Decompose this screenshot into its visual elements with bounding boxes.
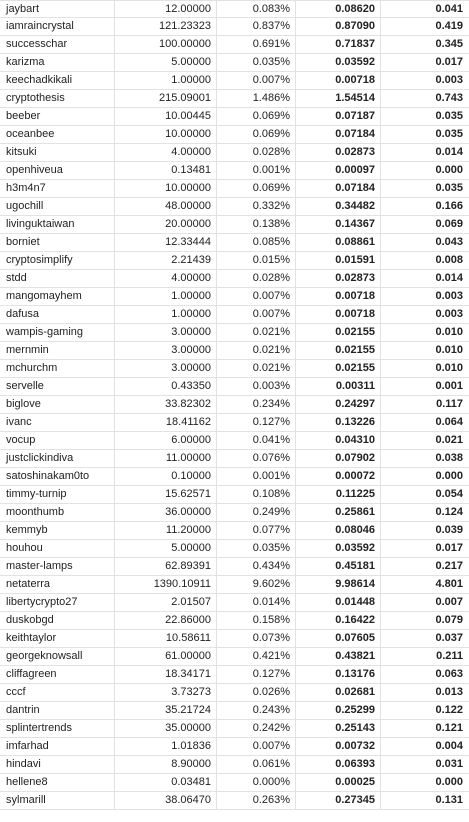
percent-cell[interactable]: 0.035% — [217, 540, 296, 557]
username-cell[interactable]: mangomayhem — [0, 288, 115, 305]
share-cell[interactable]: 0.08861 — [296, 234, 381, 251]
percent-cell[interactable]: 1.486% — [217, 90, 296, 107]
username-cell[interactable]: dantrin — [0, 702, 115, 719]
payout-cell[interactable]: 0.013 — [435, 686, 463, 698]
payout-cell[interactable]: 0.003 — [435, 74, 463, 86]
table-row — [0, 450, 469, 468]
percent-cell[interactable]: 0.242% — [217, 720, 296, 737]
amount-cell[interactable]: 61.00000 — [115, 648, 217, 665]
share-cell[interactable]: 0.24297 — [296, 396, 381, 413]
payout-cell[interactable]: 0.003 — [435, 308, 463, 320]
share-cell[interactable]: 0.02873 — [296, 270, 381, 287]
username-cell[interactable]: splintertrends — [0, 720, 115, 737]
percent-cell[interactable]: 0.007% — [217, 72, 296, 89]
username-cell[interactable]: successchar — [0, 36, 115, 53]
payout-cell[interactable]: 0.017 — [435, 56, 463, 68]
username-cell[interactable]: ivanc — [0, 414, 115, 431]
amount-cell[interactable]: 0.10000 — [115, 468, 217, 485]
share-cell[interactable]: 0.14367 — [296, 216, 381, 233]
percent-cell[interactable]: 0.035% — [217, 54, 296, 71]
payout-cell[interactable]: 0.217 — [435, 560, 463, 572]
amount-cell[interactable]: 12.00000 — [115, 1, 217, 18]
username-cell[interactable]: mernmin — [0, 342, 115, 359]
payout-cell[interactable]: 0.211 — [436, 650, 463, 662]
amount-cell[interactable]: 1.01836 — [115, 738, 217, 755]
amount-cell[interactable]: 6.00000 — [115, 432, 217, 449]
payout-cell[interactable]: 0.037 — [435, 632, 463, 644]
table-row — [0, 612, 469, 630]
payout-cell[interactable]: 0.124 — [435, 506, 463, 518]
payout-cell[interactable]: 0.121 — [435, 722, 463, 734]
percent-cell[interactable]: 0.127% — [217, 666, 296, 683]
percent-cell[interactable]: 0.073% — [217, 630, 296, 647]
table-row — [0, 666, 469, 684]
username-cell[interactable]: kemmyb — [0, 522, 115, 539]
payout-cell[interactable]: 0.008 — [435, 254, 463, 266]
username-cell[interactable]: livinguktaiwan — [0, 216, 115, 233]
username-cell[interactable]: mchurchm — [0, 360, 115, 377]
percent-cell[interactable]: 0.007% — [217, 306, 296, 323]
share-cell[interactable]: 0.03592 — [296, 54, 381, 71]
percent-cell[interactable]: 0.026% — [217, 684, 296, 701]
payout-cell[interactable]: 0.131 — [435, 794, 463, 806]
share-cell[interactable]: 0.25861 — [296, 504, 381, 521]
table-row — [0, 324, 469, 342]
username-cell[interactable]: keithtaylor — [0, 630, 115, 647]
amount-cell[interactable]: 1.00000 — [115, 72, 217, 89]
amount-cell[interactable]: 3.00000 — [115, 324, 217, 341]
share-cell[interactable]: 1.54514 — [296, 90, 381, 107]
table-row — [0, 774, 469, 792]
username-cell[interactable]: moonthumb — [0, 504, 115, 521]
percent-cell[interactable]: 0.041% — [217, 432, 296, 449]
amount-cell[interactable]: 12.33444 — [115, 234, 217, 251]
amount-cell[interactable]: 11.00000 — [115, 450, 217, 467]
share-cell[interactable]: 0.27345 — [296, 792, 381, 809]
username-cell[interactable]: imfarhad — [0, 738, 115, 755]
username-cell[interactable]: iamraincrystal — [0, 18, 115, 35]
share-cell[interactable]: 0.01448 — [296, 594, 381, 611]
username-cell[interactable]: ugochill — [0, 198, 115, 215]
username-cell[interactable]: dafusa — [0, 306, 115, 323]
percent-cell[interactable]: 0.069% — [217, 126, 296, 143]
amount-cell[interactable]: 215.09001 — [115, 90, 217, 107]
username-cell[interactable]: master-lamps — [0, 558, 115, 575]
table-row — [0, 504, 469, 522]
percent-cell[interactable]: 0.021% — [217, 360, 296, 377]
share-cell[interactable]: 0.00718 — [296, 72, 381, 89]
share-cell[interactable]: 0.43821 — [296, 648, 381, 665]
amount-cell[interactable]: 18.34171 — [115, 666, 217, 683]
username-cell[interactable]: libertycrypto27 — [0, 594, 115, 611]
table-row — [0, 576, 469, 594]
payout-cell[interactable]: 0.038 — [435, 452, 463, 464]
payout-cell[interactable]: 0.743 — [435, 92, 463, 104]
share-cell[interactable]: 0.02681 — [296, 684, 381, 701]
share-cell[interactable]: 0.25299 — [296, 702, 381, 719]
percent-cell[interactable]: 0.837% — [217, 18, 296, 35]
payout-cell[interactable]: 0.122 — [435, 704, 463, 716]
table-row — [0, 648, 469, 666]
percent-cell[interactable]: 0.028% — [217, 270, 296, 287]
table-row — [0, 702, 469, 720]
payout-cell[interactable]: 0.001 — [435, 380, 463, 392]
username-cell[interactable]: cryptothesis — [0, 90, 115, 107]
percent-cell[interactable]: 0.691% — [217, 36, 296, 53]
username-cell[interactable]: borniet — [0, 234, 115, 251]
percent-cell[interactable]: 0.001% — [217, 162, 296, 179]
amount-cell[interactable]: 22.86000 — [115, 612, 217, 629]
share-cell[interactable]: 0.13176 — [296, 666, 381, 683]
table-row — [0, 378, 469, 396]
username-cell[interactable]: servelle — [0, 378, 115, 395]
share-cell[interactable]: 0.13226 — [296, 414, 381, 431]
payout-cell[interactable]: 0.063 — [435, 668, 463, 680]
table-row — [0, 108, 469, 126]
table-row — [0, 342, 469, 360]
payout-cell[interactable]: 0.000 — [435, 776, 463, 788]
amount-cell[interactable]: 0.03481 — [115, 774, 217, 791]
percent-cell[interactable]: 0.001% — [217, 468, 296, 485]
payout-cell[interactable]: 0.031 — [435, 758, 463, 770]
username-cell[interactable]: keechadkikali — [0, 72, 115, 89]
amount-cell[interactable]: 3.73273 — [115, 684, 217, 701]
table-row — [0, 216, 469, 234]
username-cell[interactable]: duskobgd — [0, 612, 115, 629]
share-cell[interactable]: 0.00025 — [296, 774, 381, 791]
table-row — [0, 558, 469, 576]
percent-cell[interactable]: 0.158% — [217, 612, 296, 629]
percent-cell[interactable]: 0.077% — [217, 522, 296, 539]
amount-cell[interactable]: 33.82302 — [115, 396, 217, 413]
username-cell[interactable]: biglove — [0, 396, 115, 413]
percent-cell[interactable]: 9.602% — [217, 576, 296, 593]
username-cell[interactable]: jaybart — [0, 1, 115, 18]
table-row — [0, 72, 469, 90]
payout-cell[interactable]: 0.010 — [435, 326, 463, 338]
username-cell[interactable]: vocup — [0, 432, 115, 449]
payout-cell[interactable]: 0.041 — [435, 3, 463, 15]
share-cell[interactable]: 0.08046 — [296, 522, 381, 539]
percent-cell[interactable]: 0.108% — [217, 486, 296, 503]
username-cell[interactable]: netaterra — [0, 576, 115, 593]
table-row — [0, 180, 469, 198]
share-cell[interactable]: 0.45181 — [296, 558, 381, 575]
table-row — [0, 360, 469, 378]
payout-cell[interactable]: 0.079 — [435, 614, 463, 626]
percent-cell[interactable]: 0.003% — [217, 378, 296, 395]
table-row — [0, 126, 469, 144]
share-cell[interactable]: 0.02155 — [296, 342, 381, 359]
username-cell[interactable]: karizma — [0, 54, 115, 71]
payout-cell[interactable]: 0.064 — [435, 416, 463, 428]
table-row — [0, 486, 469, 504]
percent-cell[interactable]: 0.421% — [217, 648, 296, 665]
username-cell[interactable]: cliffagreen — [0, 666, 115, 683]
percent-cell[interactable]: 0.263% — [217, 792, 296, 809]
payout-cell[interactable]: 0.043 — [435, 236, 463, 248]
share-cell[interactable]: 0.08620 — [296, 1, 381, 18]
username-cell[interactable]: justclickindiva — [0, 450, 115, 467]
share-cell[interactable]: 0.34482 — [296, 198, 381, 215]
percent-cell[interactable]: 0.085% — [217, 234, 296, 251]
percent-cell[interactable]: 0.069% — [217, 108, 296, 125]
table-row — [0, 468, 469, 486]
share-cell[interactable]: 0.11225 — [296, 486, 381, 503]
share-cell[interactable]: 0.25143 — [296, 720, 381, 737]
username-cell[interactable]: wampis-gaming — [0, 324, 115, 341]
table-row — [0, 630, 469, 648]
payout-cell[interactable]: 0.117 — [436, 398, 463, 410]
share-cell[interactable]: 0.03592 — [296, 540, 381, 557]
amount-cell[interactable]: 38.06470 — [115, 792, 217, 809]
amount-cell[interactable]: 10.58611 — [115, 630, 217, 647]
percent-cell[interactable]: 0.007% — [217, 738, 296, 755]
share-cell[interactable]: 0.02873 — [296, 144, 381, 161]
table-row — [0, 414, 469, 432]
share-cell[interactable]: 9.98614 — [296, 576, 381, 593]
table-row — [0, 306, 469, 324]
share-cell[interactable]: 0.87090 — [296, 18, 381, 35]
share-cell[interactable]: 0.02155 — [296, 360, 381, 377]
share-cell[interactable]: 0.07184 — [296, 126, 381, 143]
payout-cell[interactable]: 0.003 — [435, 290, 463, 302]
username-cell[interactable]: timmy-turnip — [0, 486, 115, 503]
amount-cell[interactable]: 2.01507 — [115, 594, 217, 611]
username-cell[interactable]: houhou — [0, 540, 115, 557]
percent-cell[interactable]: 0.015% — [217, 252, 296, 269]
payout-cell[interactable]: 0.004 — [435, 740, 463, 752]
payout-cell[interactable]: 0.000 — [435, 164, 463, 176]
table-row — [0, 36, 469, 54]
payout-cell[interactable]: 0.166 — [435, 200, 463, 212]
share-cell[interactable]: 0.00097 — [296, 162, 381, 179]
share-cell[interactable]: 0.06393 — [296, 756, 381, 773]
share-cell[interactable]: 0.16422 — [296, 612, 381, 629]
percent-cell[interactable]: 0.069% — [217, 180, 296, 197]
percent-cell[interactable]: 0.234% — [217, 396, 296, 413]
username-cell[interactable]: hindavi — [0, 756, 115, 773]
table-row — [0, 396, 469, 414]
amount-cell[interactable]: 20.00000 — [115, 216, 217, 233]
amount-cell[interactable]: 4.00000 — [115, 270, 217, 287]
amount-cell[interactable]: 0.43350 — [115, 378, 217, 395]
table-row — [0, 522, 469, 540]
percent-cell[interactable]: 0.000% — [217, 774, 296, 791]
payout-cell[interactable]: 0.014 — [435, 272, 463, 284]
amount-cell[interactable]: 10.00000 — [115, 180, 217, 197]
percent-cell[interactable]: 0.243% — [217, 702, 296, 719]
username-cell[interactable]: cccf — [0, 684, 115, 701]
amount-cell[interactable]: 1390.10911 — [115, 576, 217, 593]
username-cell[interactable]: cryptosimplify — [0, 252, 115, 269]
percent-cell[interactable]: 0.021% — [217, 342, 296, 359]
payout-cell[interactable]: 0.035 — [435, 128, 463, 140]
username-cell[interactable]: openhiveua — [0, 162, 115, 179]
payout-cell[interactable]: 0.035 — [435, 110, 463, 122]
share-cell[interactable]: 0.07605 — [296, 630, 381, 647]
amount-cell[interactable]: 11.20000 — [115, 522, 217, 539]
share-cell[interactable]: 0.07187 — [296, 108, 381, 125]
amount-cell[interactable]: 36.00000 — [115, 504, 217, 521]
percent-cell[interactable]: 0.028% — [217, 144, 296, 161]
share-cell[interactable]: 0.00732 — [296, 738, 381, 755]
payout-cell[interactable]: 0.000 — [435, 470, 463, 482]
table-row — [0, 756, 469, 774]
table-row — [0, 234, 469, 252]
share-cell[interactable]: 0.00072 — [296, 468, 381, 485]
table-row — [0, 90, 469, 108]
amount-cell[interactable]: 5.00000 — [115, 540, 217, 557]
share-cell[interactable]: 0.00718 — [296, 288, 381, 305]
payout-cell[interactable]: 0.035 — [435, 182, 463, 194]
table-row — [0, 432, 469, 450]
username-cell[interactable]: hellene8 — [0, 774, 115, 791]
share-cell[interactable]: 0.07184 — [296, 180, 381, 197]
table-row — [0, 720, 469, 738]
share-cell[interactable]: 0.71837 — [296, 36, 381, 53]
amount-cell[interactable]: 18.41162 — [115, 414, 217, 431]
payout-cell[interactable]: 0.345 — [435, 38, 463, 50]
table-row — [0, 144, 469, 162]
payout-cell[interactable]: 0.010 — [435, 362, 463, 374]
percent-cell[interactable]: 0.127% — [217, 414, 296, 431]
amount-cell[interactable]: 35.00000 — [115, 720, 217, 737]
table-row — [0, 738, 469, 756]
payout-cell[interactable]: 0.021 — [435, 434, 463, 446]
table-row — [0, 594, 469, 612]
amount-cell[interactable]: 1.00000 — [115, 288, 217, 305]
username-cell[interactable]: kitsuki — [0, 144, 115, 161]
amount-cell[interactable]: 15.62571 — [115, 486, 217, 503]
amount-cell[interactable]: 8.90000 — [115, 756, 217, 773]
table-row — [0, 18, 469, 36]
percent-cell[interactable]: 0.021% — [217, 324, 296, 341]
amount-cell[interactable]: 48.00000 — [115, 198, 217, 215]
username-cell[interactable]: georgeknowsall — [0, 648, 115, 665]
percent-cell[interactable]: 0.076% — [217, 450, 296, 467]
percent-cell[interactable]: 0.014% — [217, 594, 296, 611]
amount-cell[interactable]: 62.89391 — [115, 558, 217, 575]
amount-cell[interactable]: 2.21439 — [115, 252, 217, 269]
percent-cell[interactable]: 0.061% — [217, 756, 296, 773]
payout-cell[interactable]: 0.419 — [435, 20, 463, 32]
share-cell[interactable]: 0.02155 — [296, 324, 381, 341]
table-row — [0, 198, 469, 216]
table-row — [0, 540, 469, 558]
payout-cell[interactable]: 0.054 — [435, 488, 463, 500]
table-row — [0, 54, 469, 72]
amount-cell[interactable]: 5.00000 — [115, 54, 217, 71]
table-row — [0, 0, 469, 18]
percent-cell[interactable]: 0.083% — [217, 1, 296, 18]
table-row — [0, 162, 469, 180]
payout-cell[interactable]: 0.069 — [435, 218, 463, 230]
username-cell[interactable]: h3m4n7 — [0, 180, 115, 197]
share-cell[interactable]: 0.04310 — [296, 432, 381, 449]
username-cell[interactable]: stdd — [0, 270, 115, 287]
table-row — [0, 684, 469, 702]
share-cell[interactable]: 0.01591 — [296, 252, 381, 269]
percent-cell[interactable]: 0.138% — [217, 216, 296, 233]
payout-cell[interactable]: 0.017 — [435, 542, 463, 554]
table-row — [0, 252, 469, 270]
amount-cell[interactable]: 4.00000 — [115, 144, 217, 161]
table-row — [0, 288, 469, 306]
amount-cell[interactable]: 3.00000 — [115, 360, 217, 377]
percent-cell[interactable]: 0.434% — [217, 558, 296, 575]
payout-cell[interactable]: 0.007 — [435, 596, 463, 608]
amount-cell[interactable]: 35.21724 — [115, 702, 217, 719]
share-cell[interactable]: 0.00311 — [296, 378, 381, 395]
amount-cell[interactable]: 100.00000 — [115, 36, 217, 53]
amount-cell[interactable]: 121.23323 — [115, 18, 217, 35]
table-row — [0, 792, 469, 810]
amount-cell[interactable]: 0.13481 — [115, 162, 217, 179]
payout-cell[interactable]: 0.010 — [435, 344, 463, 356]
percent-cell[interactable]: 0.249% — [217, 504, 296, 521]
username-cell[interactable]: beeber — [0, 108, 115, 125]
amount-cell[interactable]: 1.00000 — [115, 306, 217, 323]
payout-cell[interactable]: 4.801 — [435, 578, 463, 590]
amount-cell[interactable]: 3.00000 — [115, 342, 217, 359]
percent-cell[interactable]: 0.007% — [217, 288, 296, 305]
payout-cell[interactable]: 0.039 — [435, 524, 463, 536]
table-row — [0, 270, 469, 288]
username-cell[interactable]: satoshinakam0to — [0, 468, 115, 485]
share-cell[interactable]: 0.00718 — [296, 306, 381, 323]
amount-cell[interactable]: 10.00000 — [115, 126, 217, 143]
share-cell[interactable]: 0.07902 — [296, 450, 381, 467]
amount-cell[interactable]: 10.00445 — [115, 108, 217, 125]
percent-cell[interactable]: 0.332% — [217, 198, 296, 215]
username-cell[interactable]: sylmarill — [0, 792, 115, 809]
payout-cell[interactable]: 0.014 — [435, 146, 463, 158]
username-cell[interactable]: oceanbee — [0, 126, 115, 143]
